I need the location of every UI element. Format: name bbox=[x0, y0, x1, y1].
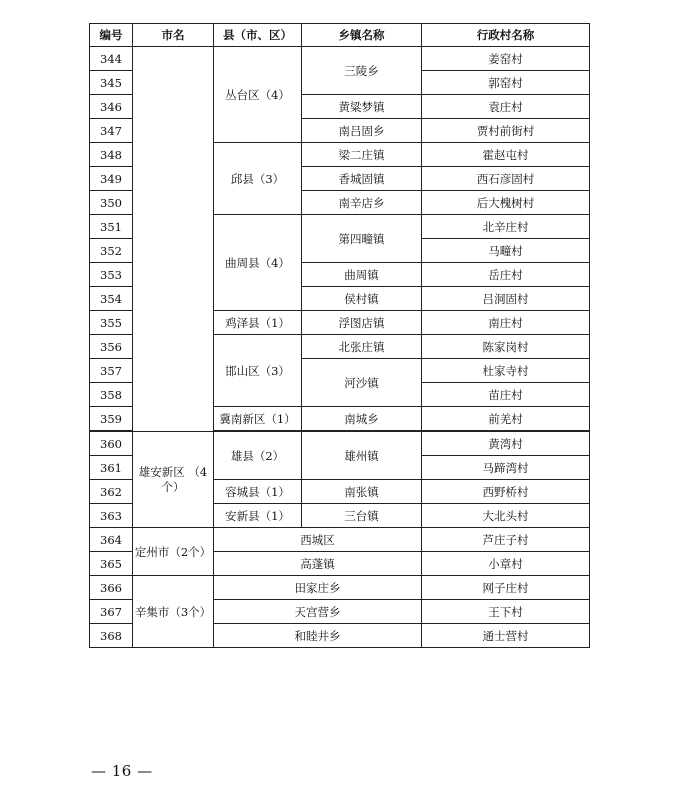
county-cell: 鸡泽县（1） bbox=[214, 311, 302, 335]
row-number: 364 bbox=[90, 528, 133, 552]
town-cell: 天宫营乡 bbox=[214, 600, 422, 624]
row-number: 355 bbox=[90, 311, 133, 335]
table-row bbox=[90, 576, 590, 600]
row-number: 368 bbox=[90, 624, 133, 648]
header-county: 县（市、区） bbox=[214, 24, 302, 47]
village-cell: 小章村 bbox=[422, 552, 590, 576]
row-number: 348 bbox=[90, 143, 133, 167]
village-cell: 霍赵屯村 bbox=[422, 143, 590, 167]
town-cell: 黄粱梦镇 bbox=[302, 95, 422, 119]
village-cell: 芦庄子村 bbox=[422, 528, 590, 552]
row-number: 346 bbox=[90, 95, 133, 119]
row-number: 359 bbox=[90, 407, 133, 431]
town-cell: 和睦井乡 bbox=[214, 624, 422, 648]
town-cell: 河沙镇 bbox=[302, 359, 422, 407]
row-number: 362 bbox=[90, 480, 133, 504]
row-number: 345 bbox=[90, 71, 133, 95]
page-number: — 16 — bbox=[91, 762, 153, 780]
village-cell: 通士营村 bbox=[422, 624, 590, 648]
row-number: 363 bbox=[90, 504, 133, 528]
city-cell-handan bbox=[133, 47, 214, 432]
town-cell: 西城区 bbox=[214, 528, 422, 552]
village-cell: 黄湾村 bbox=[422, 432, 590, 456]
town-cell: 雄州镇 bbox=[302, 432, 422, 480]
village-cell: 吕洞固村 bbox=[422, 287, 590, 311]
town-cell: 南吕固乡 bbox=[302, 119, 422, 143]
row-number: 352 bbox=[90, 239, 133, 263]
row-number: 356 bbox=[90, 335, 133, 359]
row-number: 344 bbox=[90, 47, 133, 71]
village-cell: 大北头村 bbox=[422, 504, 590, 528]
row-number: 350 bbox=[90, 191, 133, 215]
town-cell: 北张庄镇 bbox=[302, 335, 422, 359]
town-cell: 田家庄乡 bbox=[214, 576, 422, 600]
town-cell: 南张镇 bbox=[302, 480, 422, 504]
row-number: 349 bbox=[90, 167, 133, 191]
village-cell: 西野桥村 bbox=[422, 480, 590, 504]
table-row bbox=[90, 528, 590, 552]
town-cell: 梁二庄镇 bbox=[302, 143, 422, 167]
town-cell: 南辛店乡 bbox=[302, 191, 422, 215]
village-cell: 岳庄村 bbox=[422, 263, 590, 287]
county-cell: 安新县（1） bbox=[214, 504, 302, 528]
row-number: 354 bbox=[90, 287, 133, 311]
village-cell: 马蹄湾村 bbox=[422, 456, 590, 480]
town-cell: 三陵乡 bbox=[302, 47, 422, 95]
village-cell: 网子庄村 bbox=[422, 576, 590, 600]
row-number: 351 bbox=[90, 215, 133, 239]
county-cell: 冀南新区（1） bbox=[214, 407, 302, 431]
header-number: 编号 bbox=[90, 24, 133, 47]
county-cell: 邱县（3） bbox=[214, 143, 302, 215]
header-city: 市名 bbox=[133, 24, 214, 47]
town-cell: 曲周镇 bbox=[302, 263, 422, 287]
town-cell: 第四疃镇 bbox=[302, 215, 422, 263]
village-cell: 袁庄村 bbox=[422, 95, 590, 119]
header-town: 乡镇名称 bbox=[302, 24, 422, 47]
county-cell: 容城县（1） bbox=[214, 480, 302, 504]
town-cell: 南城乡 bbox=[302, 407, 422, 431]
table-row bbox=[90, 47, 590, 71]
town-cell: 香城固镇 bbox=[302, 167, 422, 191]
village-cell: 杜家寺村 bbox=[422, 359, 590, 383]
town-cell: 侯村镇 bbox=[302, 287, 422, 311]
row-number: 367 bbox=[90, 600, 133, 624]
village-cell: 南庄村 bbox=[422, 311, 590, 335]
city-cell-xinji: 辛集市（3个） bbox=[133, 576, 214, 648]
village-cell: 陈家岗村 bbox=[422, 335, 590, 359]
village-cell: 贾村前街村 bbox=[422, 119, 590, 143]
village-cell: 北辛庄村 bbox=[422, 215, 590, 239]
village-cell: 西石彦固村 bbox=[422, 167, 590, 191]
row-number: 347 bbox=[90, 119, 133, 143]
village-cell: 王下村 bbox=[422, 600, 590, 624]
county-cell: 丛台区（4） bbox=[214, 47, 302, 143]
village-cell: 马疃村 bbox=[422, 239, 590, 263]
table-header-row bbox=[90, 24, 590, 47]
row-number: 360 bbox=[90, 432, 133, 456]
village-cell: 苗庄村 bbox=[422, 383, 590, 407]
row-number: 366 bbox=[90, 576, 133, 600]
row-number: 353 bbox=[90, 263, 133, 287]
town-cell: 高蓬镇 bbox=[214, 552, 422, 576]
village-cell: 后大槐树村 bbox=[422, 191, 590, 215]
village-cell: 前羌村 bbox=[422, 407, 590, 431]
town-cell: 三台镇 bbox=[302, 504, 422, 528]
row-number: 365 bbox=[90, 552, 133, 576]
village-cell: 姜窑村 bbox=[422, 47, 590, 71]
village-list-table bbox=[89, 23, 590, 648]
row-number: 358 bbox=[90, 383, 133, 407]
city-cell-xiongan: 雄安新区 （4个） bbox=[133, 432, 214, 528]
table-row bbox=[90, 432, 590, 456]
county-cell: 曲周县（4） bbox=[214, 215, 302, 311]
city-cell-dingzhou: 定州市（2个） bbox=[133, 528, 214, 576]
row-number: 357 bbox=[90, 359, 133, 383]
county-cell: 邯山区（3） bbox=[214, 335, 302, 407]
town-cell: 浮图店镇 bbox=[302, 311, 422, 335]
county-cell: 雄县（2） bbox=[214, 432, 302, 480]
row-number: 361 bbox=[90, 456, 133, 480]
village-cell: 郭窑村 bbox=[422, 71, 590, 95]
header-village: 行政村名称 bbox=[422, 24, 590, 47]
